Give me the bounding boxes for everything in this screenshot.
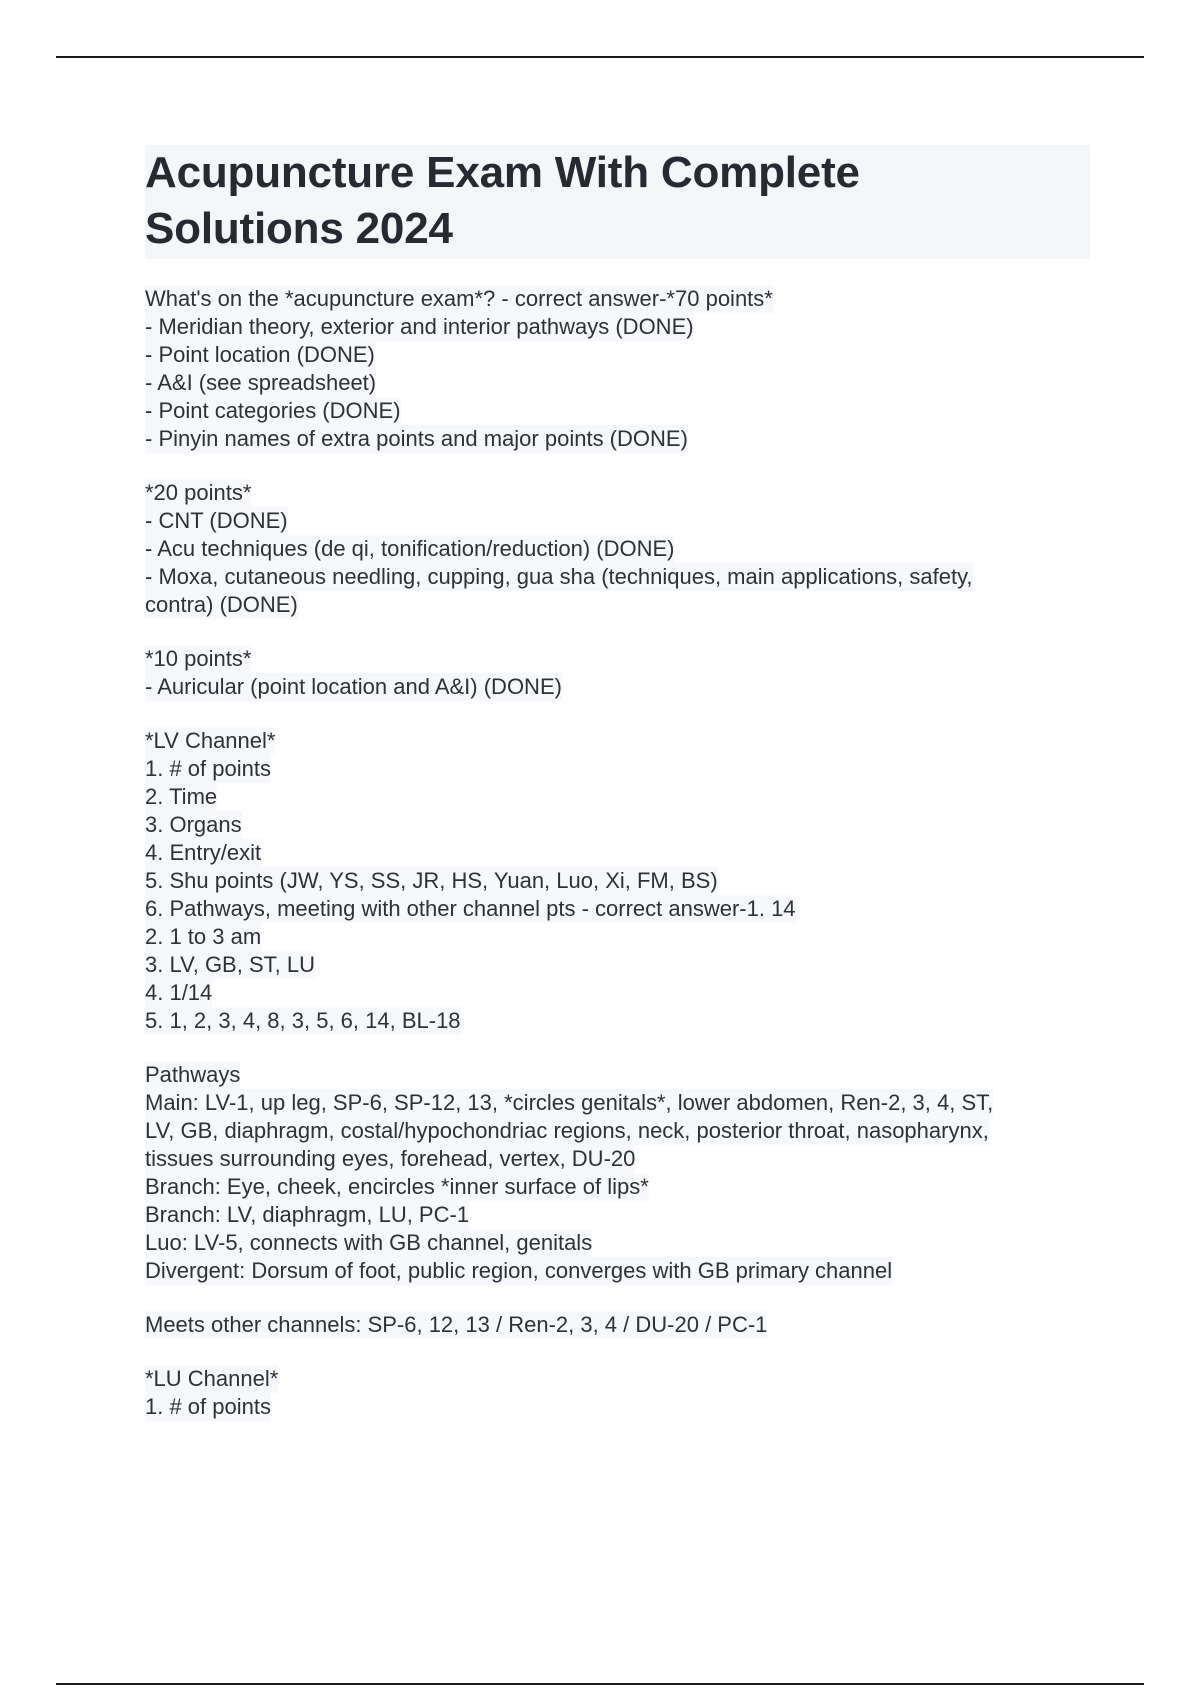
bottom-rule (56, 1683, 1144, 1685)
text-line: Branch: Eye, cheek, encircles *inner surface of lips* (145, 1174, 649, 1199)
text-line: What's on the *acupuncture exam*? - correct answer-*70 points* (145, 286, 773, 311)
text-line: 5. Shu points (JW, YS, SS, JR, HS, Yuan, Luo, Xi, FM, BS) (145, 868, 718, 893)
text-line: - Acu techniques (de qi, tonification/reduction) (DONE) (145, 536, 675, 561)
document-title (145, 145, 1090, 257)
text-line: Pathways (145, 1062, 241, 1087)
title-block (145, 145, 1090, 259)
text-line: *LV Channel* (145, 728, 276, 753)
title-line: Solutions 2024 (145, 204, 453, 253)
paragraph (145, 285, 1090, 453)
text-line: 5. 1, 2, 3, 4, 8, 3, 5, 6, 14, BL-18 (145, 1008, 461, 1033)
paragraph (145, 1311, 1090, 1339)
text-line: *LU Channel* (145, 1366, 279, 1391)
text-line: Main: LV-1, up leg, SP-6, SP-12, 13, *circles genitals*, lower abdomen, Ren-2, 3, 4, ST, (145, 1090, 994, 1115)
text-line: LV, GB, diaphragm, costal/hypochondriac regions, neck, posterior throat, nasopharynx, (145, 1118, 989, 1143)
text-line: - Moxa, cutaneous needling, cupping, gua sha (techniques, main applications, safety, (145, 564, 973, 589)
text-line: 2. Time (145, 784, 218, 809)
paragraph (145, 479, 1090, 619)
text-line: - CNT (DONE) (145, 508, 288, 533)
text-line: Meets other channels: SP-6, 12, 13 / Ren-2, 3, 4 / DU-20 / PC-1 (145, 1312, 768, 1337)
document-body (145, 145, 1090, 1447)
text-line: tissues surrounding eyes, forehead, vertex, DU-20 (145, 1146, 636, 1171)
text-line: 2. 1 to 3 am (145, 924, 262, 949)
text-line: 3. Organs (145, 812, 242, 837)
paragraph (145, 1061, 1090, 1285)
text-line: 6. Pathways, meeting with other channel pts - correct answer-1. 14 (145, 896, 796, 921)
text-line: Branch: LV, diaphragm, LU, PC-1 (145, 1202, 470, 1227)
paragraph-list (145, 285, 1090, 1421)
text-line: 4. Entry/exit (145, 840, 262, 865)
text-line: *20 points* (145, 480, 252, 505)
text-line: contra) (DONE) (145, 592, 298, 617)
text-line: 3. LV, GB, ST, LU (145, 952, 315, 977)
text-line: - Point categories (DONE) (145, 398, 401, 423)
paragraph (145, 727, 1090, 1035)
text-line: - Pinyin names of extra points and major points (DONE) (145, 426, 688, 451)
text-line: - Auricular (point location and A&I) (DONE) (145, 674, 562, 699)
paragraph (145, 645, 1090, 701)
text-line: 4. 1/14 (145, 980, 213, 1005)
text-line: - Meridian theory, exterior and interior pathways (DONE) (145, 314, 694, 339)
paragraph (145, 1365, 1090, 1421)
title-line: Acupuncture Exam With Complete (145, 148, 860, 197)
text-line: 1. # of points (145, 756, 271, 781)
text-line: Divergent: Dorsum of foot, public region, converges with GB primary channel (145, 1258, 893, 1283)
text-line: - A&I (see spreadsheet) (145, 370, 377, 395)
top-rule (56, 56, 1144, 58)
text-line: *10 points* (145, 646, 252, 671)
text-line: - Point location (DONE) (145, 342, 375, 367)
text-line: Luo: LV-5, connects with GB channel, genitals (145, 1230, 593, 1255)
text-line: 1. # of points (145, 1394, 271, 1419)
